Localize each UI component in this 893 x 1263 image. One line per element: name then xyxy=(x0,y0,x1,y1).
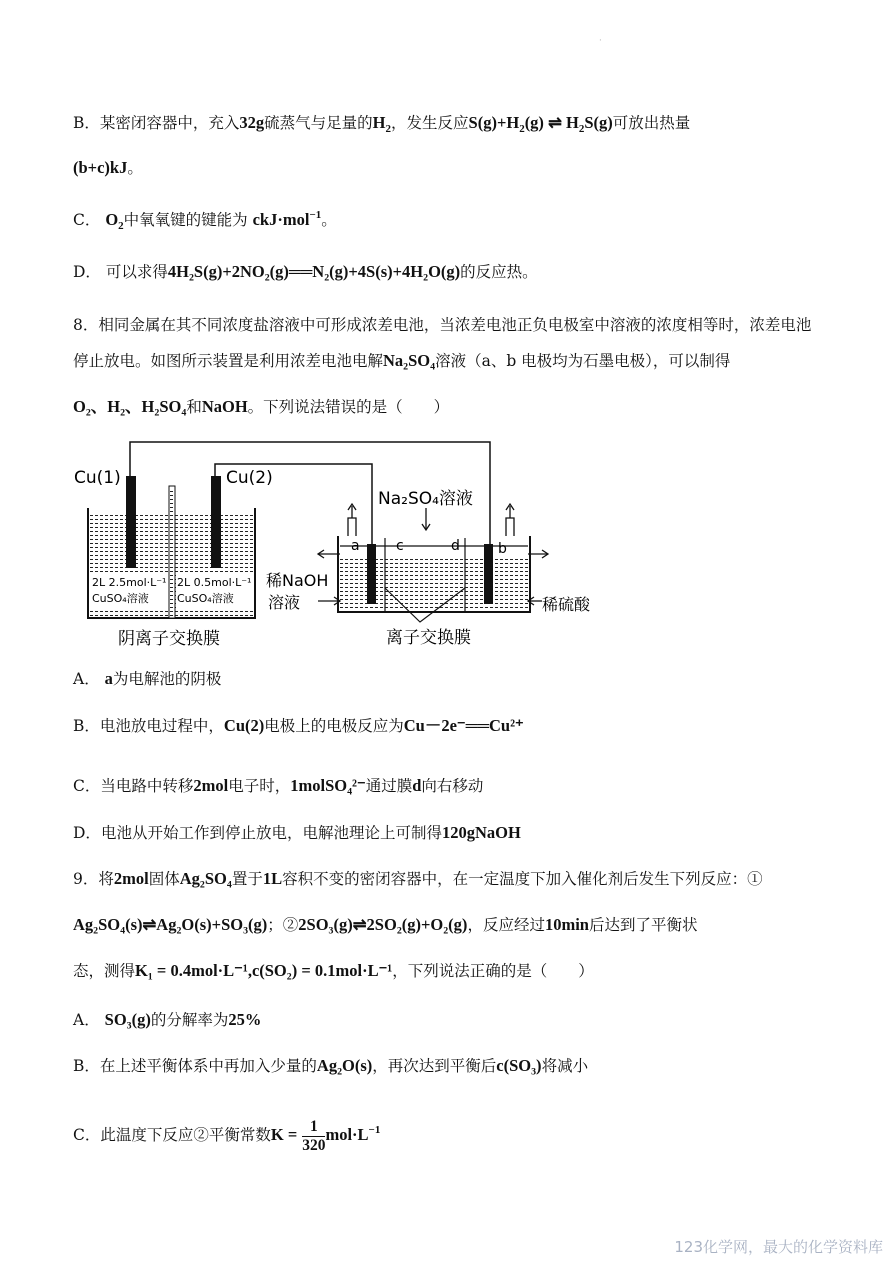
na2so4-label: Na₂SO₄溶液 xyxy=(378,489,473,509)
q9-stem-line2: Ag₂SO₄(s)⇌Ag₂O(s)+SO₃(g)；②2SO₃(g)⇌2SO₂(g)+O₂(g)，反应经过10min后达到了平衡状 xyxy=(73,915,698,934)
electrode-b-label: b xyxy=(498,541,507,557)
left-solution-label-1: 2L 2.5mol·L⁻¹ xyxy=(92,576,167,589)
cu1-electrode xyxy=(126,476,136,568)
q9-stem-line1: 9．将2mol固体Ag₂SO₄置于1L容积不变的密闭容器中，在一定温度下加入催化剂后发生下列反应：① xyxy=(73,869,763,888)
electrode-a-label: a xyxy=(351,538,360,554)
q7-option-d: D． 可以求得4H₂S(g)+2NO₂(g)══N₂(g)+4S(s)+4H₂O(g)的反应热。 xyxy=(73,262,538,281)
electrode-a xyxy=(367,544,376,604)
h2so4-label: 稀硫酸 xyxy=(542,595,591,614)
cu1-label: Cu(1) xyxy=(74,468,121,488)
membrane-d-label: d xyxy=(451,538,460,554)
anion-membrane-label: 阴离子交换膜 xyxy=(118,629,220,649)
q8-stem-line2: 停止放电。如图所示装置是利用浓差电池电解Na₂SO₄溶液（a、b 电极均为石墨电极），可以制得 xyxy=(73,351,731,370)
electrode-b xyxy=(484,544,493,604)
left-solution-label-2: CuSO₄溶液 xyxy=(92,592,149,605)
membrane-c-label: c xyxy=(396,538,404,554)
q8-option-a: A． a为电解池的阴极 xyxy=(73,669,222,688)
concentration-cell xyxy=(88,476,255,618)
ion-membrane-label: 离子交换膜 xyxy=(386,628,471,648)
right-solution-label-1: 2L 0.5mol·L⁻¹ xyxy=(177,576,252,589)
naoh-label-1: 稀NaOH xyxy=(266,571,329,590)
right-solution-label-2: CuSO₄溶液 xyxy=(177,592,234,605)
q7-option-b-line1: B．某密闭容器中，充入32g硫蒸气与足量的$H_2$，发生反应$S(g)+H_2(g)$ ⇌ $H_2S(g)$可放出热量 xyxy=(73,113,691,135)
q7-option-c: C． $O_2$中氧氧键的键能为 ckJ·mol$^{-1}$。 xyxy=(73,209,337,232)
q8-option-b: B．电池放电过程中，Cu(2)电极上的电极反应为Cu－2e⁻══Cu²⁺ xyxy=(73,716,524,735)
cu2-electrode xyxy=(211,476,221,568)
q9-option-c: C．此温度下反应②平衡常数K = $\frac{1}{320}$ $mol\cdot L^{-1}$ xyxy=(73,1117,381,1154)
q8-option-d: D．电池从开始工作到停止放电，电解池理论上可制得120gNaOH xyxy=(73,823,521,842)
q9-stem-line3: 态，测得K₁ = 0.4mol·L⁻¹,c(SO₂) = 0.1mol·L⁻¹，下列说法正确的是（ ） xyxy=(73,961,594,980)
top-mark: · xyxy=(599,36,602,46)
q9-option-b: B．在上述平衡体系中再加入少量的Ag₂O(s)，再次达到平衡后c(SO₃)将减小 xyxy=(73,1056,589,1075)
naoh-label-2: 溶液 xyxy=(268,593,301,612)
q8-option-c: C．当电路中转移2mol电子时，1molSO₄²⁻通过膜d向右移动 xyxy=(73,776,484,795)
q9-option-a: A． SO₃(g)的分解率为25% xyxy=(73,1010,262,1029)
q8-stem-line3: O₂、H₂、H₂SO₄和NaOH。下列说法错误的是（ ） xyxy=(73,397,450,416)
cu2-label: Cu(2) xyxy=(226,468,273,488)
q7-option-b-line2: (b+c)kJ。 xyxy=(73,158,143,177)
electrolysis-apparatus-figure xyxy=(70,438,615,653)
q8-stem-line1: 8．相同金属在其不同浓度盐溶液中可形成浓差电池，当浓差电池正负电极室中溶液的浓度相等时，浓差电池 xyxy=(73,316,812,334)
watermark-footer: 123化学网，最大的化学资料库 xyxy=(674,1238,883,1256)
electrolysis-cell xyxy=(318,504,548,622)
fraction-1-over-320: $\frac{1}{320}$ xyxy=(302,1117,326,1154)
